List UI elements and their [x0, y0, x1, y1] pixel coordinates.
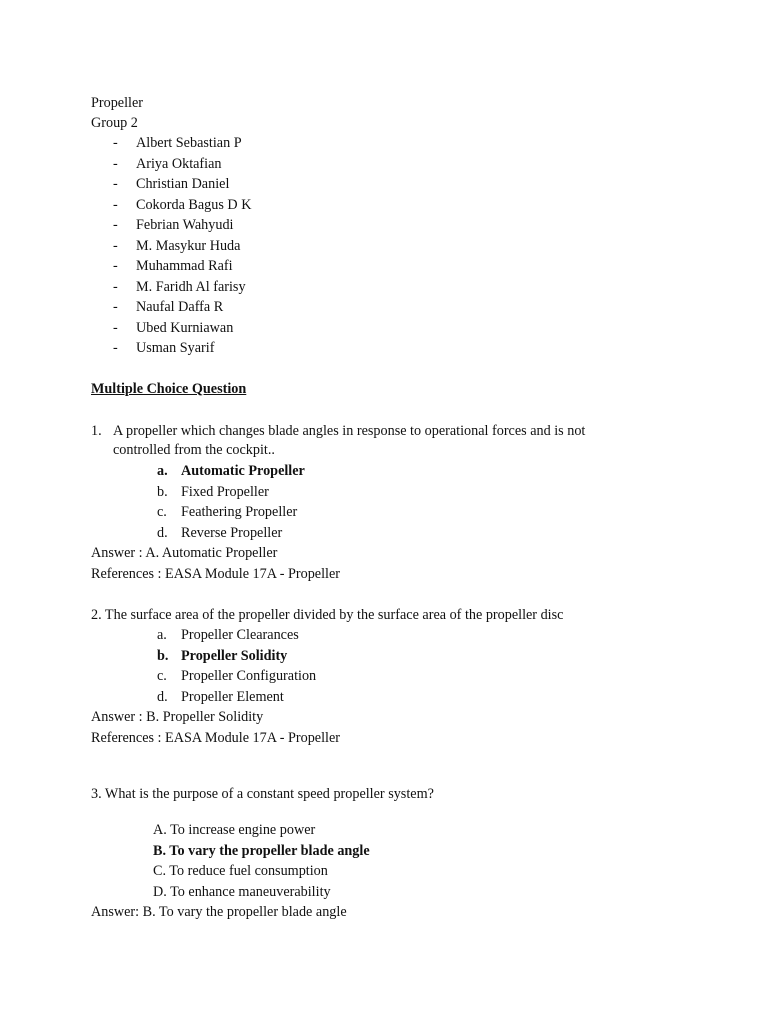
question-text-line-1: A propeller which changes blade angles in response to operational forces and is not: [113, 423, 586, 439]
question-text-line-2: controlled from the cockpit..: [113, 442, 275, 458]
option-d: D. To enhance maneuverability: [153, 884, 331, 900]
group-label: Group 2: [91, 115, 138, 131]
answer: Answer : A. Automatic Propeller: [91, 545, 278, 561]
option-b: b. Propeller Solidity: [157, 648, 288, 664]
option-c: c. Feathering Propeller: [157, 504, 298, 520]
references: References : EASA Module 17A - Propeller: [91, 566, 341, 582]
option-d: d. Propeller Element: [157, 689, 284, 705]
option-a: a. Propeller Clearances: [157, 627, 299, 643]
answer: Answer : B. Propeller Solidity: [91, 709, 264, 725]
question-text: 2. The surface area of the propeller divided by the surface area of the propeller disc: [91, 607, 564, 623]
question-text: 3. What is the purpose of a constant speed propeller system?: [91, 786, 434, 802]
option-b: B. To vary the propeller blade angle: [153, 843, 370, 859]
option-a: a. Automatic Propeller: [157, 463, 305, 479]
option-c: C. To reduce fuel consumption: [153, 863, 328, 879]
references: References : EASA Module 17A - Propeller: [91, 730, 341, 746]
doc-title: Propeller: [91, 95, 144, 111]
answer: Answer: B. To vary the propeller blade angle: [91, 904, 347, 920]
option-b: b. Fixed Propeller: [157, 484, 269, 500]
section-heading: Multiple Choice Question: [91, 381, 247, 397]
option-a: A. To increase engine power: [153, 822, 316, 838]
option-c: c. Propeller Configuration: [157, 668, 317, 684]
question-number: 1.: [91, 423, 102, 439]
option-d: d. Reverse Propeller: [157, 525, 283, 541]
